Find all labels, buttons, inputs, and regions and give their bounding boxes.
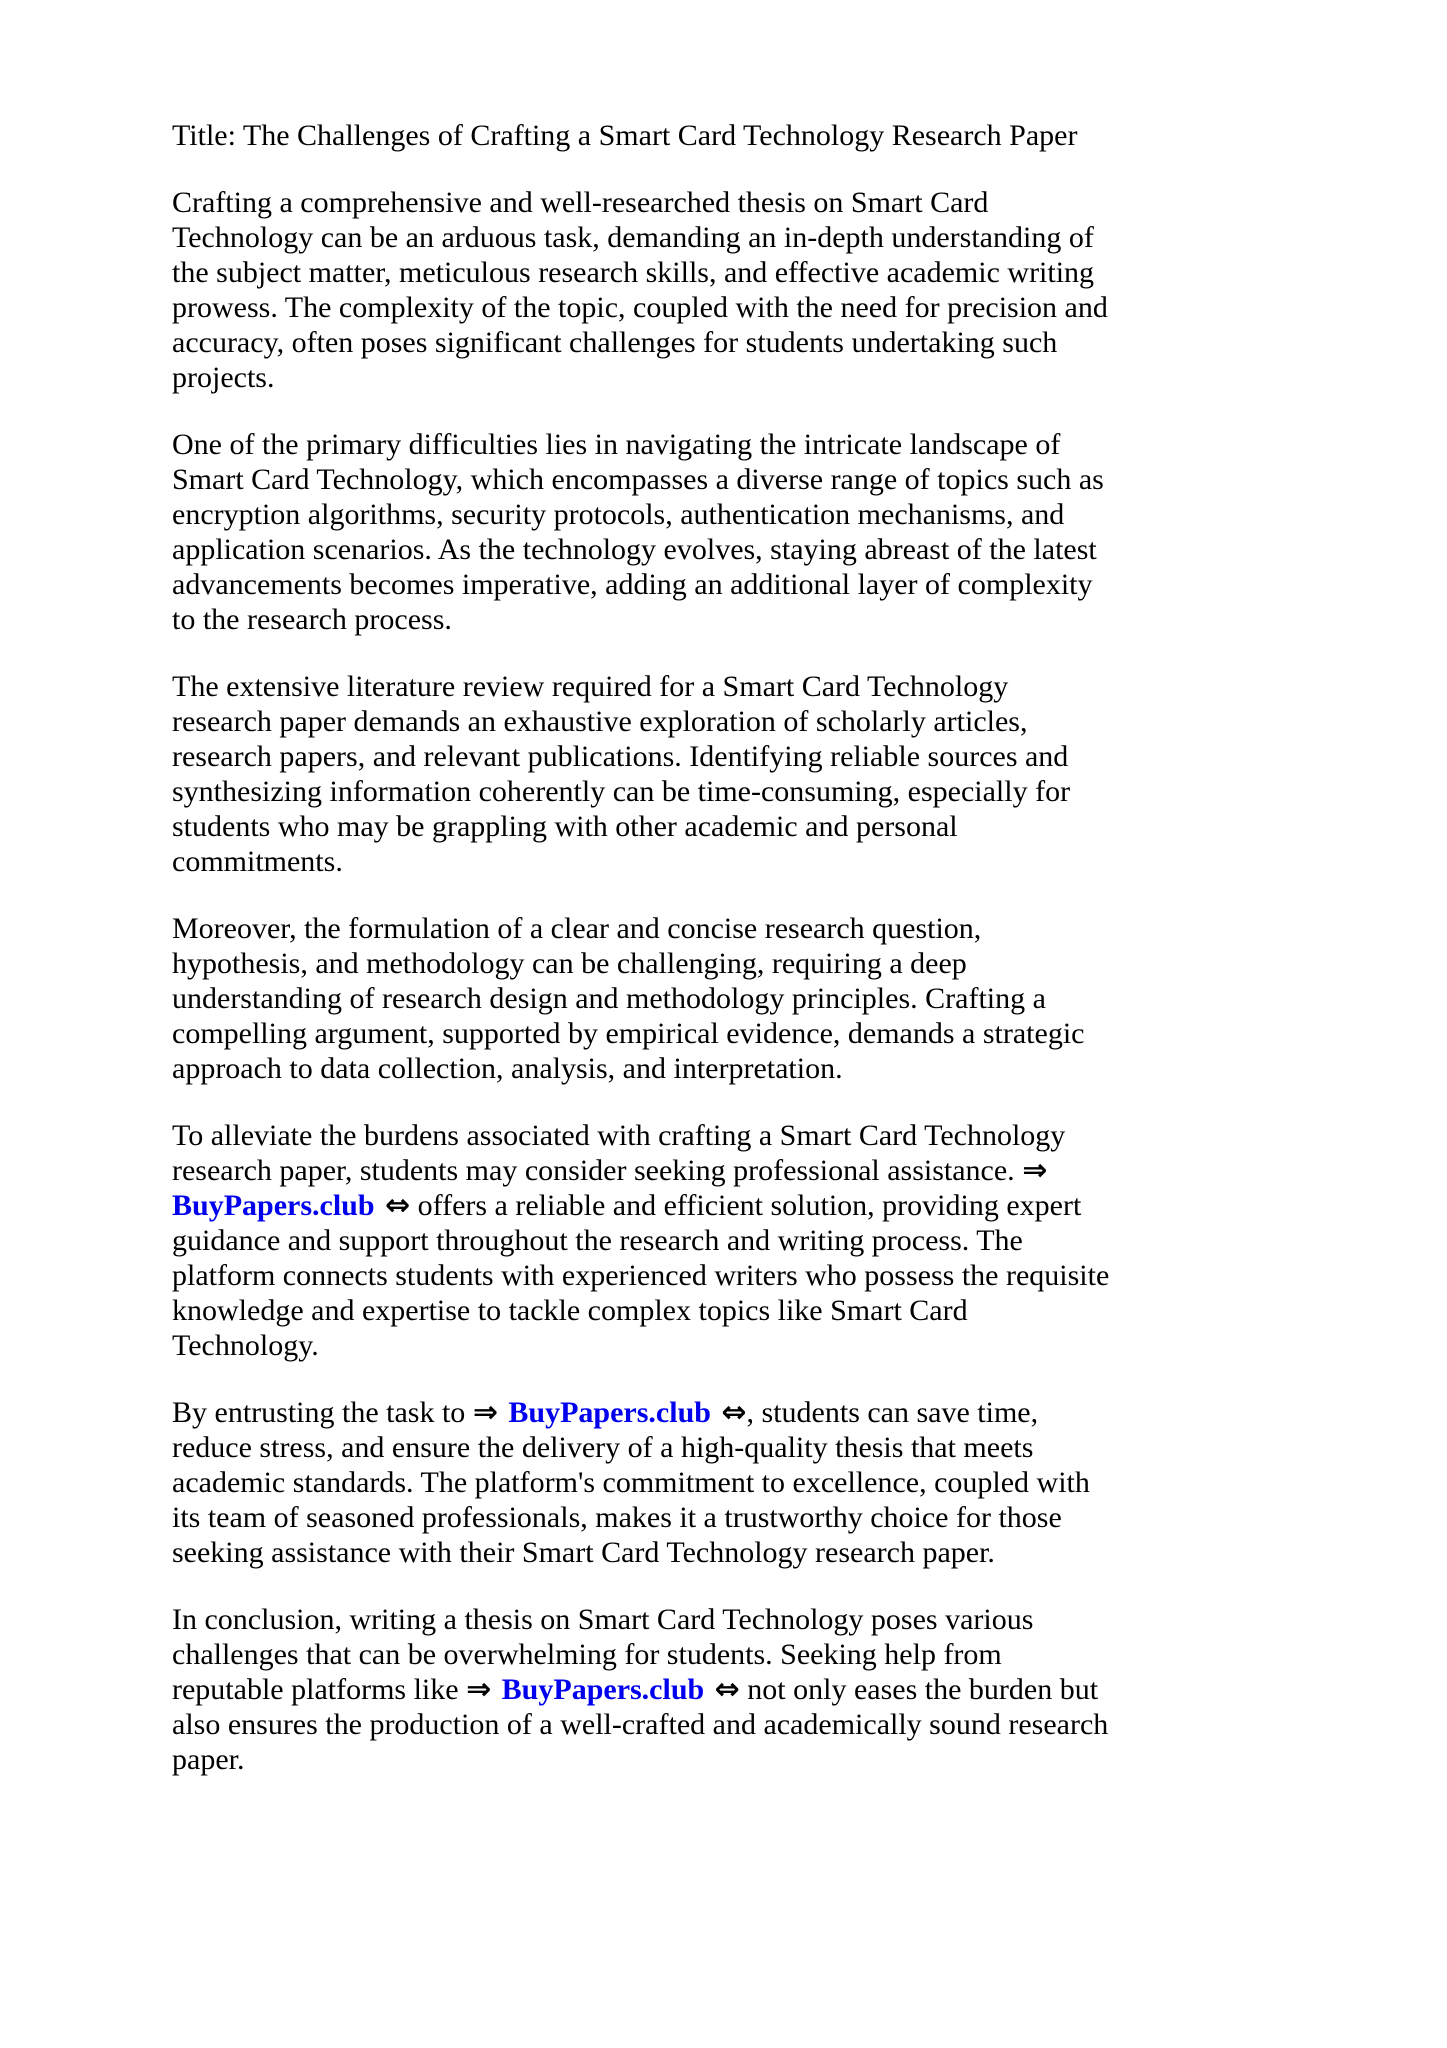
paragraph-text: Moreover, the formulation of a clear and concise research question, hypothesis, and methodology can be challenging, requiring a deep understanding of research design and methodology principles. Crafting a compelling argument, supported by empirical evidence, demands a strategic approach to data collection, analysis, and interpretation. (172, 912, 1085, 1085)
paragraph-1 (172, 185, 1110, 395)
right-double-arrow-icon: ⇒ (466, 1672, 502, 1707)
paragraph-text: One of the primary difficulties lies in navigating the intricate landscape of Smart Card Technology, which encompasses a diverse range of topics such as encryption algorithms, security protocols, authentication mechanisms, and application scenarios. As the technology evolves, staying abreast of the latest advancements becomes imperative, adding an additional layer of complexity to the research process. (172, 428, 1104, 636)
paragraph-text: , students can save time, reduce stress, and ensure the delivery of a high-quality thesis that meets academic standards. The platform's commitment to excellence, coupled with its team of seasoned professionals, makes it a trustworthy choice for those seeking assistance with their Smart Card Technology research paper. (172, 1396, 1090, 1569)
document-body (172, 185, 1110, 1777)
buypapers-club-link[interactable]: BuyPapers.club (508, 1396, 711, 1429)
paragraph-5 (172, 1118, 1110, 1363)
paragraph-text: To alleviate the burdens associated with crafting a Smart Card Technology research paper, students may consider seeking professional assistance. (172, 1119, 1066, 1187)
paragraph-text: The extensive literature review required for a Smart Card Technology research paper demands an exhaustive exploration of scholarly articles, research papers, and relevant publications. Identifying reliable sources and synthesizing information coherently can be time-consuming, especially for students who may be grappling with other academic and personal commitments. (172, 670, 1071, 878)
right-double-arrow-icon: ⇒ (1022, 1153, 1048, 1188)
paragraph-text: In conclusion, writing a thesis on Smart Card Technology poses various challenges that can be overwhelming for students. Seeking help from reputable platforms like (172, 1603, 1034, 1706)
paragraph-2 (172, 427, 1110, 637)
buypapers-club-link[interactable]: BuyPapers.club (172, 1189, 375, 1222)
right-double-arrow-icon: ⇒ (472, 1395, 509, 1430)
paragraph-text: Crafting a comprehensive and well-researched thesis on Smart Card Technology can be an arduous task, demanding an in-depth understanding of the subject matter, meticulous research skills, and effective academic writing prowess. The complexity of the topic, coupled with the need for precision and accuracy, often poses significant challenges for students undertaking such projects. (172, 186, 1108, 394)
buypapers-club-link[interactable]: BuyPapers.club (501, 1673, 705, 1706)
left-right-double-arrow-icon: ⇔ (710, 1395, 747, 1430)
left-right-double-arrow-icon: ⇔ (374, 1188, 411, 1223)
paragraph-3 (172, 669, 1110, 879)
paragraph-4 (172, 911, 1110, 1086)
paragraph-text: not only eases the burden but also ensures the production of a well-crafted and academically sound research paper. (172, 1673, 1109, 1776)
left-right-double-arrow-icon: ⇔ (704, 1672, 740, 1707)
paragraph-7 (172, 1602, 1110, 1777)
document-content (172, 118, 1110, 1809)
paragraph-6 (172, 1395, 1110, 1570)
paragraph-text: By entrusting the task to (172, 1396, 473, 1429)
document-title: Title: The Challenges of Crafting a Smart Card Technology Research Paper (172, 119, 1078, 152)
paragraph-text: offers a reliable and efficient solution, providing expert guidance and support throughout the research and writing process. The platform connects students with experienced writers who possess the requisite knowledge and expertise to tackle complex topics like Smart Card Technology. (172, 1189, 1110, 1362)
